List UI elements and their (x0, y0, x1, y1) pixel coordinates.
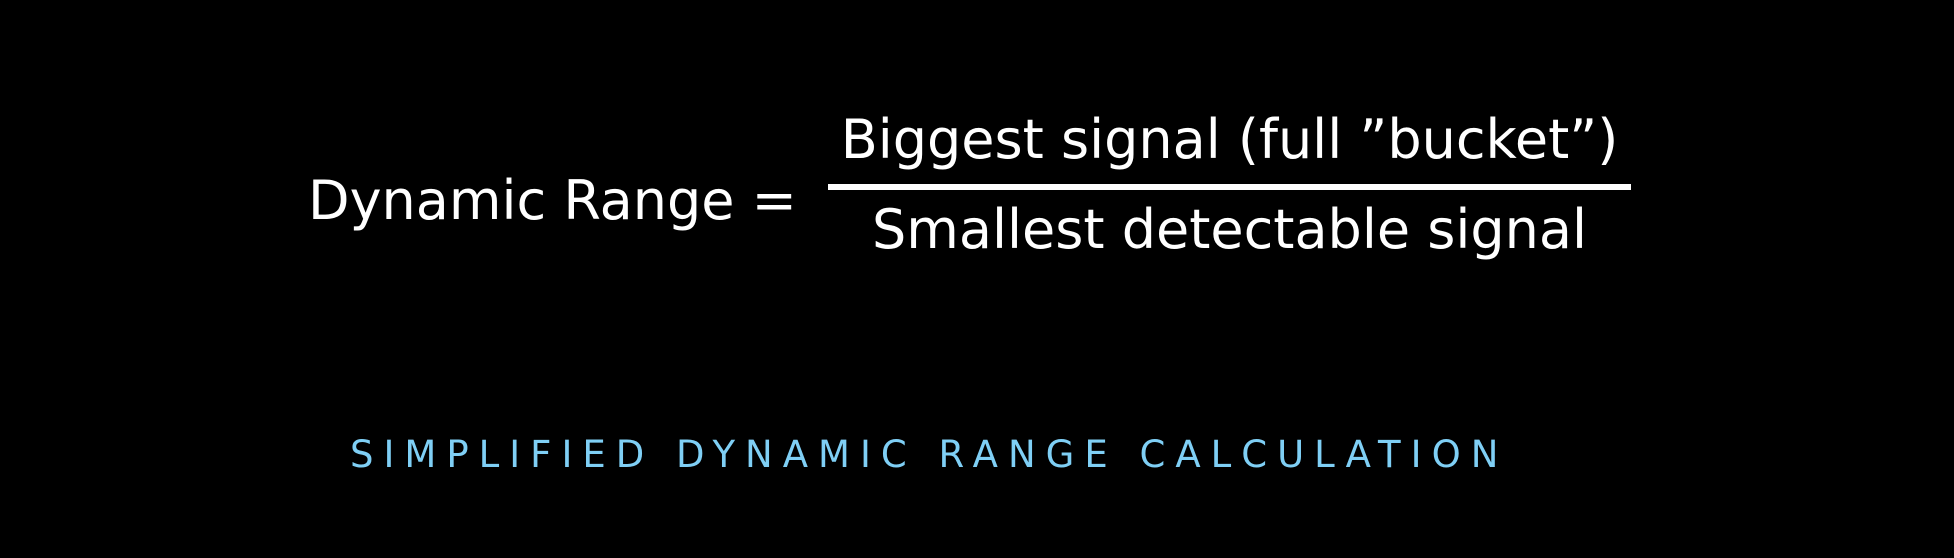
slide-caption: SIMPLIFIED DYNAMIC RANGE CALCULATION (350, 433, 1509, 476)
equation-lhs: Dynamic Range = (308, 169, 797, 232)
equation-fraction (828, 100, 1631, 270)
fraction-numerator: Biggest signal (full ”bucket”) (840, 108, 1619, 171)
fraction-denominator: Smallest detectable signal (872, 198, 1587, 261)
